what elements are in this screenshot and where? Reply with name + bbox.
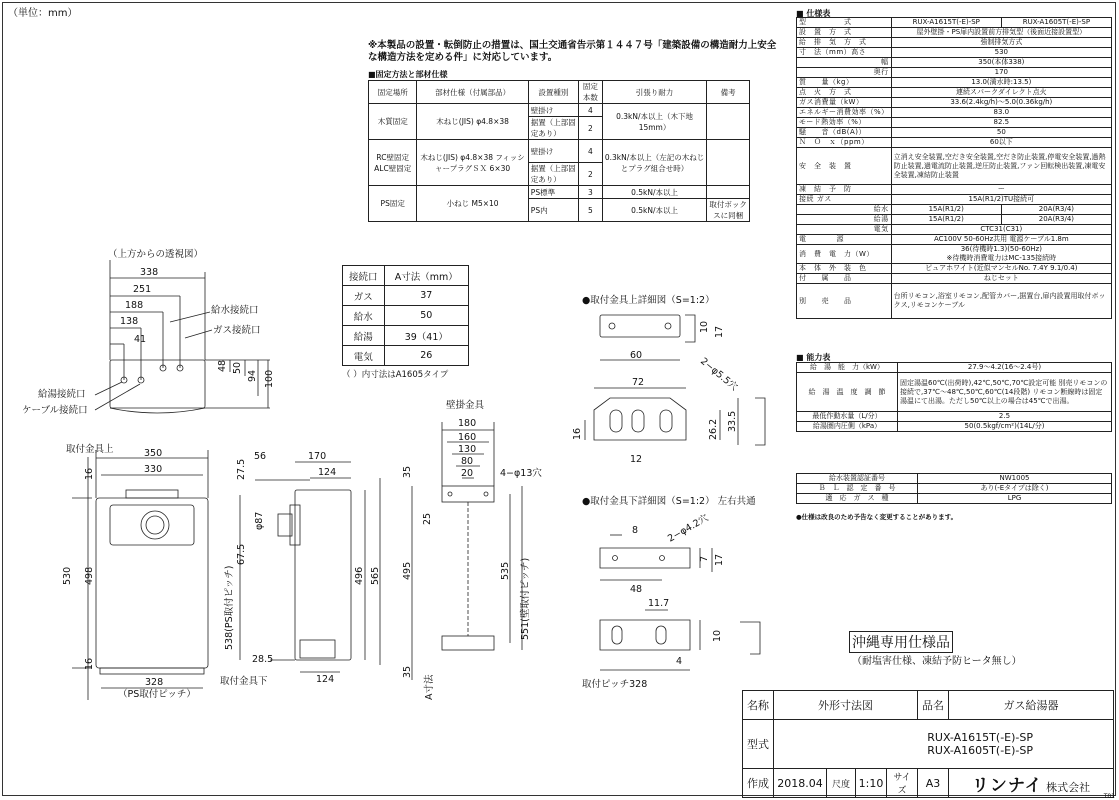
title-model-1: RUX-A1615T(-E)-SP bbox=[927, 731, 1033, 744]
title-size-value: A3 bbox=[918, 769, 949, 798]
fix-spec: 木ねじ(JIS) φ4.8×38 フィッシャープラグＳＸ 6×30 bbox=[417, 140, 528, 186]
dim-72: 72 bbox=[632, 377, 645, 388]
title-model-label: 型式 bbox=[743, 720, 774, 769]
dim-48-lower: 48 bbox=[630, 584, 643, 595]
dim-48: 48 bbox=[217, 359, 228, 372]
conn-port: ガス bbox=[343, 286, 385, 306]
title-company bbox=[949, 769, 1114, 798]
conn-dim: 39（41） bbox=[384, 326, 468, 346]
spec-value: 83.0 bbox=[891, 108, 1111, 118]
spec-value-line: 36(待機時1.3)(50-60Hz) bbox=[960, 245, 1042, 253]
spec-value: 60以下 bbox=[891, 138, 1111, 148]
spec-value: ねじセット bbox=[891, 274, 1111, 284]
title-model-2: RUX-A1605T(-E)-SP bbox=[927, 744, 1033, 757]
dim-25: 25 bbox=[422, 512, 433, 525]
spec-model-b: RUX-A1605T(-E)-SP bbox=[1001, 18, 1111, 28]
title-product-value: ガス給湯器 bbox=[949, 691, 1114, 720]
dim-7: 7 bbox=[699, 555, 710, 562]
fix-place: RC壁固定 ALC壁固定 bbox=[369, 140, 417, 186]
dim-565: 565 bbox=[370, 566, 381, 585]
upper-detail-title: ●取付金具上詳細図（S=1:2） bbox=[582, 295, 715, 306]
dim-170: 170 bbox=[308, 451, 327, 462]
label-ps-pitch: （PS取付ピッチ） bbox=[118, 689, 196, 700]
dim-33-5: 33.5 bbox=[727, 410, 738, 432]
dim-338: 338 bbox=[140, 267, 159, 278]
fix-force: 0.3kN/本以上（木下地15mm） bbox=[602, 104, 707, 140]
dim-180: 180 bbox=[458, 418, 477, 429]
fix-count: 4 bbox=[578, 140, 602, 163]
title-model-values bbox=[774, 720, 1114, 769]
label-hot-outlet: 給湯接続口 bbox=[38, 389, 86, 400]
spec-label: 電気 bbox=[797, 225, 892, 235]
dim-80: 80 bbox=[461, 456, 474, 467]
spec-label: 幅 bbox=[797, 58, 892, 68]
company-suffix: 株式会社 bbox=[1046, 780, 1091, 794]
company-brand: リンナイ bbox=[971, 775, 1043, 796]
spec-label: 安 全 装 置 bbox=[797, 148, 892, 185]
dim-16: 16 bbox=[572, 427, 583, 440]
dim-16-top: 16 bbox=[84, 467, 95, 480]
dim-12: 12 bbox=[630, 454, 643, 465]
perf-label: 最低作動水量（L/分） bbox=[797, 412, 898, 422]
fix-place: 木質固定 bbox=[369, 104, 417, 140]
fix-header: 部材仕様（付属部品） bbox=[417, 81, 528, 104]
fix-type: PS内 bbox=[528, 199, 578, 222]
dim-4: 4 bbox=[676, 656, 683, 667]
perf-value: 27.9〜4.2(16〜2.4号) bbox=[898, 363, 1112, 373]
label-cable-port: ケーブル接続口 bbox=[22, 405, 88, 416]
spec-value: ピュアホワイト(近似マンセルNo. 7.4Y 9.1/0.4) bbox=[891, 264, 1111, 274]
perf-value: 50(0.5kgf/cm²)(14L/分) bbox=[898, 422, 1112, 432]
spec-label: 付 属 品 bbox=[797, 274, 892, 284]
fix-place: PS固定 bbox=[369, 186, 417, 222]
dim-41: 41 bbox=[134, 334, 147, 345]
label-bracket-upper: 取付金具上 bbox=[66, 444, 114, 455]
spec-value: 13.0(満水時:13.5) bbox=[891, 78, 1111, 88]
spec-value: 20A(R3/4) bbox=[1001, 205, 1111, 215]
dim-530: 530 bbox=[62, 566, 73, 585]
dim-496: 496 bbox=[354, 566, 365, 585]
fix-type: PS標準 bbox=[528, 186, 578, 199]
spec-value: 20A(R3/4) bbox=[1001, 215, 1111, 225]
dim-35-top: 35 bbox=[402, 465, 413, 478]
spec-value: 15A(R1/2) bbox=[891, 205, 1001, 215]
spec-label: エネルギー消費効率（%） bbox=[797, 108, 892, 118]
spec-value: 15A(R1/2) bbox=[891, 215, 1001, 225]
dim-35-bottom: 35 bbox=[402, 665, 413, 678]
spec-label: 設 置 方 式 bbox=[797, 28, 892, 38]
dim-130: 130 bbox=[458, 444, 477, 455]
spec-value: 屋外壁掛・PS扉内設置前方排気型（後面近接設置型） bbox=[891, 28, 1111, 38]
dim-124-top: 124 bbox=[318, 467, 337, 478]
spec-value: 33.6(2.4kg/h)〜5.0(0.36kg/h) bbox=[891, 98, 1111, 108]
dim-phi87: φ87 bbox=[254, 511, 265, 530]
conn-dim: 26 bbox=[384, 346, 468, 366]
title-date-label: 作成 bbox=[743, 769, 774, 798]
dim-60: 60 bbox=[630, 350, 643, 361]
spec-value: 台所リモコン,浴室リモコン,配管カバー,据置台,扉内設置用取付ボックス,リモコンケーブル bbox=[891, 284, 1111, 319]
pitch-label: 取付ピッチ328 bbox=[582, 679, 648, 690]
spec-model-a: RUX-A1615T(-E)-SP bbox=[891, 18, 1001, 28]
label-wall-bracket: 壁掛金具 bbox=[446, 400, 485, 411]
cert-label: 給水装置認証番号 bbox=[797, 474, 918, 484]
title-scale-value: 1:10 bbox=[856, 769, 887, 798]
dim-4-phi13: 4−φ13穴 bbox=[500, 468, 542, 479]
fix-count: 2 bbox=[578, 117, 602, 140]
spec-label: 別 売 品 bbox=[797, 284, 892, 319]
dim-188: 188 bbox=[125, 300, 144, 311]
spec-value: 連続スパークダイレクト点火 bbox=[891, 88, 1111, 98]
spec-label: 点 火 方 式 bbox=[797, 88, 892, 98]
dim-100: 100 bbox=[264, 369, 275, 388]
fix-count: 4 bbox=[578, 104, 602, 117]
lower-detail-title: ●取付金具下詳細図（S=1:2） 左右共通 bbox=[582, 496, 756, 507]
conn-header: A寸法（mm） bbox=[384, 266, 468, 286]
cert-value: LPG bbox=[918, 494, 1112, 504]
fixing-title: ■固定方法と部材仕様 bbox=[368, 70, 448, 79]
title-name-label: 名称 bbox=[743, 691, 774, 720]
dim-2-phi4-2: 2−φ4.2穴 bbox=[666, 512, 711, 545]
conn-dim: 50 bbox=[384, 306, 468, 326]
cert-label: Ｂ Ｌ 認 定 番 号 bbox=[797, 484, 918, 494]
dim-350: 350 bbox=[144, 448, 163, 459]
perf-label: 給 湯 温 度 調 節 bbox=[797, 373, 898, 412]
spec-label: モード熱効率（%） bbox=[797, 118, 892, 128]
spec-label: 給 排 気 方 式 bbox=[797, 38, 892, 48]
dim-138: 138 bbox=[120, 316, 139, 327]
dim-535: 535 bbox=[500, 561, 511, 580]
dim-26-2: 26.2 bbox=[708, 418, 719, 440]
fix-count: 5 bbox=[578, 199, 602, 222]
performance-title: ■ 能力表 bbox=[796, 353, 831, 362]
spec-value: ー bbox=[891, 185, 1111, 195]
spec-value: 50 bbox=[891, 128, 1111, 138]
spec-label: 給湯 bbox=[797, 215, 892, 225]
spec-label: 給水 bbox=[797, 205, 892, 215]
spec-label: 質 量（kg） bbox=[797, 78, 892, 88]
dim-56: 56 bbox=[254, 451, 267, 462]
dim-330: 330 bbox=[144, 464, 163, 475]
dim-17: 17 bbox=[714, 325, 725, 338]
dim-94: 94 bbox=[247, 369, 258, 382]
cert-note: ●仕様は改良のため予告なく変更することがあります。 bbox=[796, 513, 958, 521]
dim-67-5: 67.5 bbox=[236, 543, 247, 565]
fix-note: 取付ボックスに同梱 bbox=[707, 199, 750, 222]
dim-551-wall-pitch: 551(壁取付ピッチ) bbox=[520, 557, 531, 640]
cert-label: 適 応 ガ ス 種 bbox=[797, 494, 918, 504]
unit-label: （単位：mm） bbox=[8, 8, 78, 19]
spec-label: Ｎ Ｏ ｘ（ppm） bbox=[797, 138, 892, 148]
spec-label: 凍 結 予 防 bbox=[797, 185, 892, 195]
fix-header: 備考 bbox=[707, 81, 750, 104]
title-product-label: 品名 bbox=[918, 691, 949, 720]
conn-dim: 37 bbox=[384, 286, 468, 306]
dim-11-7: 11.7 bbox=[648, 598, 670, 609]
fix-type: 壁掛け bbox=[528, 104, 578, 117]
spec-label: ガス消費量（kW） bbox=[797, 98, 892, 108]
dim-a: A寸法 bbox=[424, 674, 435, 700]
spec-value: AC100V 50-60Hz共用 電源ケーブル1.8m bbox=[891, 235, 1111, 245]
spec-value: 82.5 bbox=[891, 118, 1111, 128]
fix-type: 壁掛け bbox=[528, 140, 578, 163]
title-date-value: 2018.04 bbox=[774, 769, 827, 798]
title-size-label: サイズ bbox=[887, 769, 918, 798]
spec-value: 350(本体338) bbox=[891, 58, 1111, 68]
label-bracket-lower: 取付金具下 bbox=[220, 676, 268, 687]
okinawa-subtitle: （耐塩害仕様、凍結予防ヒータ無し） bbox=[852, 656, 1022, 667]
label-gas-inlet: ガス接続口 bbox=[213, 325, 261, 336]
spec-label: 寸 法（mm）高さ bbox=[797, 48, 892, 58]
spec-value: 強制排気方式 bbox=[891, 38, 1111, 48]
dim-20: 20 bbox=[461, 468, 474, 479]
dim-124-bottom: 124 bbox=[316, 674, 335, 685]
spec-value: 立消え安全装置,空だき安全装置,空だき防止装置,停電安全装置,過熱防止装置,過電流防止装置,逆圧防止装置,ファン回転検出装置,凍電安全装置,凍結防止装置 bbox=[891, 148, 1111, 185]
perf-value: 固定湯温60℃(出荷時),42℃,50℃,70℃設定可能 別売リモコンの接続で,37℃〜48℃,50℃,60℃(14段階) リモコン断線時は固定湯温にて出湯。ただし50℃以上の場合は45℃で出湯。 bbox=[898, 373, 1112, 412]
spec-label: 型 式 bbox=[797, 18, 892, 28]
fix-count: 2 bbox=[578, 163, 602, 186]
spec-label: 電 源 bbox=[797, 235, 892, 245]
conn-header: 接続口 bbox=[343, 266, 385, 286]
dim-328: 328 bbox=[145, 677, 164, 688]
dim-10: 10 bbox=[699, 320, 710, 333]
fix-type: 据置（上部固定あり） bbox=[528, 117, 578, 140]
fix-spec: 小ねじ M5×10 bbox=[417, 186, 528, 222]
cert-value: あり(-Eタイプは除く) bbox=[918, 484, 1112, 494]
okinawa-title: 沖縄専用仕様品 bbox=[849, 631, 953, 653]
top-view-title: （上方からの透視図） bbox=[108, 249, 204, 260]
dim-27-5: 27.5 bbox=[236, 458, 247, 480]
dim-160: 160 bbox=[458, 432, 477, 443]
dim-50: 50 bbox=[232, 361, 243, 374]
fix-header: 設置種別 bbox=[528, 81, 578, 104]
title-block bbox=[742, 690, 1114, 798]
spec-label: 奥行 bbox=[797, 68, 892, 78]
dim-538-ps-pitch: 538(PS取付ピッチ) bbox=[224, 565, 235, 650]
sheet-id: T01 bbox=[1103, 793, 1115, 800]
perf-label: 給 湯 能 力（kW） bbox=[797, 363, 898, 373]
fix-count: 3 bbox=[578, 186, 602, 199]
dim-8: 8 bbox=[632, 525, 639, 536]
fix-header: 引張り耐力 bbox=[602, 81, 707, 104]
dim-17-lower: 17 bbox=[714, 553, 725, 566]
conn-port: 給湯 bbox=[343, 326, 385, 346]
fix-force: 0.5kN/本以上 bbox=[602, 199, 707, 222]
dim-16-bottom: 16 bbox=[84, 657, 95, 670]
spec-value: 530 bbox=[891, 48, 1111, 58]
fix-spec: 木ねじ(JIS) φ4.8×38 bbox=[417, 104, 528, 140]
fix-header: 固定場所 bbox=[369, 81, 417, 104]
spec-value-line: ※待機時消費電力はMC-135接続時 bbox=[946, 254, 1057, 262]
spec-value: 170 bbox=[891, 68, 1111, 78]
dim-495: 495 bbox=[402, 561, 413, 580]
cert-value: NW1005 bbox=[918, 474, 1112, 484]
spec-label: 騒 音（dB(A)） bbox=[797, 128, 892, 138]
fix-type: 据置（上部固定あり） bbox=[528, 163, 578, 186]
perf-value: 2.5 bbox=[898, 412, 1112, 422]
dim-28-5: 28.5 bbox=[252, 654, 274, 665]
dim-10-lower: 10 bbox=[712, 629, 723, 642]
conn-port: 電気 bbox=[343, 346, 385, 366]
dim-498: 498 bbox=[84, 566, 95, 585]
fix-header: 固定本数 bbox=[578, 81, 602, 104]
installation-notice: ※本製品の設置・転倒防止の措置は、国土交通省告示第１４４７号「建築設備の構造耐力上安全な構造方法を定める件」に対応しています。 bbox=[368, 40, 777, 63]
spec-label: 接続 ガス bbox=[797, 195, 892, 205]
connection-note: （ ）内寸法はA1605タイプ bbox=[342, 370, 449, 380]
title-scale-label: 尺度 bbox=[827, 769, 856, 798]
dim-251: 251 bbox=[133, 284, 152, 295]
spec-value: 15A(R1/2)TU接続可 bbox=[891, 195, 1111, 205]
title-name-value: 外形寸法図 bbox=[774, 691, 918, 720]
dim-2-phi5-5: 2−φ5.5穴 bbox=[698, 355, 740, 394]
spec-title: ■ 仕様表 bbox=[796, 9, 831, 18]
perf-label: 給湯圏内圧側（kPa） bbox=[797, 422, 898, 432]
spec-label: 消 費 電 力（W） bbox=[797, 245, 892, 264]
label-water-inlet: 給水接続口 bbox=[211, 305, 259, 316]
spec-label: 本 体 外 装 色 bbox=[797, 264, 892, 274]
spec-value: CTC31(C31) bbox=[891, 225, 1111, 235]
fix-force: 0.5kN/本以上 bbox=[602, 186, 707, 199]
conn-port: 給水 bbox=[343, 306, 385, 326]
fix-force: 0.3kN/本以上（左記の木ねじとプラグ組合せ時） bbox=[602, 140, 707, 186]
